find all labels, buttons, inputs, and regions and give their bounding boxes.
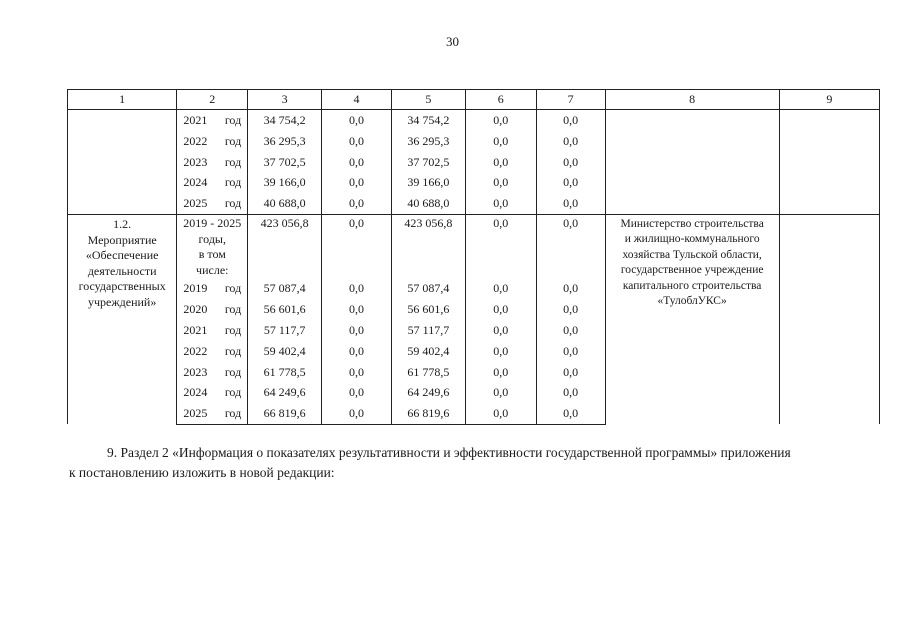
measure-cell: 1.2. Мероприятие «Обеспечение деятельности государственных учреждений» <box>68 214 177 424</box>
local-cell: 0,0 <box>465 362 536 383</box>
other-cell: 0,0 <box>536 403 605 424</box>
year-cell: 2025 год <box>177 403 248 424</box>
year-cell: 2023 год <box>177 362 248 383</box>
year-cell: 2021 год <box>177 110 248 131</box>
header-cell: 2 <box>177 90 248 110</box>
federal-cell: 0,0 <box>322 152 392 173</box>
total-cell: 40 688,0 <box>248 193 322 214</box>
header-cell: 6 <box>465 90 536 110</box>
federal-cell: 0,0 <box>322 172 392 193</box>
other-cell: 0,0 <box>536 299 605 320</box>
federal-cell: 0,0 <box>322 278 392 299</box>
federal-cell: 0,0 <box>322 403 392 424</box>
total-cell: 34 754,2 <box>248 110 322 131</box>
other-cell: 0,0 <box>536 152 605 173</box>
local-cell: 0,0 <box>465 214 536 278</box>
regional-cell: 59 402,4 <box>391 341 465 362</box>
year-cell: 2022 год <box>177 131 248 152</box>
header-cell: 1 <box>68 90 177 110</box>
year-cell: 2025 год <box>177 193 248 214</box>
total-cell: 57 117,7 <box>248 320 322 341</box>
federal-cell: 0,0 <box>322 362 392 383</box>
table-row-summary <box>68 214 880 278</box>
federal-cell: 0,0 <box>322 320 392 341</box>
local-cell: 0,0 <box>465 320 536 341</box>
total-cell: 59 402,4 <box>248 341 322 362</box>
year-cell: 2021 год <box>177 320 248 341</box>
budget-table <box>67 89 880 425</box>
other-cell: 0,0 <box>536 214 605 278</box>
period-cell: 2019 - 2025 годы, в том числе: <box>177 214 248 278</box>
header-cell: 3 <box>248 90 322 110</box>
regional-cell: 64 249,6 <box>391 382 465 403</box>
paragraph-line: к постановлению изложить в новой редакции: <box>69 465 335 480</box>
executor-cell: Министерство строительства и жилищно-коммунального хозяйства Тульской области, государственное учреждение капитального строительства «ТулоблУКС» <box>605 214 779 424</box>
header-cell: 9 <box>779 90 879 110</box>
local-cell: 0,0 <box>465 152 536 173</box>
total-cell: 37 702,5 <box>248 152 322 173</box>
table-row <box>68 110 880 131</box>
other-cell: 0,0 <box>536 278 605 299</box>
empty-measure-cell <box>68 110 177 215</box>
table-header-row <box>68 90 880 110</box>
total-cell: 61 778,5 <box>248 362 322 383</box>
regional-cell: 66 819,6 <box>391 403 465 424</box>
local-cell: 0,0 <box>465 382 536 403</box>
local-cell: 0,0 <box>465 172 536 193</box>
paragraph-line: 9. Раздел 2 «Информация о показателях результативности и эффективности государственной программы» приложения <box>107 445 791 460</box>
federal-cell: 0,0 <box>322 341 392 362</box>
other-cell: 0,0 <box>536 382 605 403</box>
year-cell: 2019 год <box>177 278 248 299</box>
other-cell: 0,0 <box>536 362 605 383</box>
local-cell: 0,0 <box>465 299 536 320</box>
year-cell: 2020 год <box>177 299 248 320</box>
local-cell: 0,0 <box>465 403 536 424</box>
federal-cell: 0,0 <box>322 382 392 403</box>
regional-cell: 34 754,2 <box>391 110 465 131</box>
regional-cell: 57 117,7 <box>391 320 465 341</box>
federal-cell: 0,0 <box>322 299 392 320</box>
local-cell: 0,0 <box>465 131 536 152</box>
other-cell: 0,0 <box>536 172 605 193</box>
local-cell: 0,0 <box>465 193 536 214</box>
regional-cell: 57 087,4 <box>391 278 465 299</box>
local-cell: 0,0 <box>465 341 536 362</box>
year-cell: 2024 год <box>177 172 248 193</box>
year-cell: 2023 год <box>177 152 248 173</box>
other-cell: 0,0 <box>536 131 605 152</box>
federal-cell: 0,0 <box>322 214 392 278</box>
year-cell: 2022 год <box>177 341 248 362</box>
federal-cell: 0,0 <box>322 193 392 214</box>
local-cell: 0,0 <box>465 278 536 299</box>
page-number: 30 <box>446 34 459 49</box>
total-cell: 64 249,6 <box>248 382 322 403</box>
total-cell: 57 087,4 <box>248 278 322 299</box>
col9-cell-empty <box>779 110 879 215</box>
regional-cell: 37 702,5 <box>391 152 465 173</box>
federal-cell: 0,0 <box>322 110 392 131</box>
regional-cell: 423 056,8 <box>391 214 465 278</box>
local-cell: 0,0 <box>465 110 536 131</box>
col9-cell-empty <box>779 214 879 424</box>
instruction-paragraph <box>69 443 874 483</box>
federal-cell: 0,0 <box>322 131 392 152</box>
total-cell: 56 601,6 <box>248 299 322 320</box>
header-cell: 7 <box>536 90 605 110</box>
other-cell: 0,0 <box>536 320 605 341</box>
total-cell: 66 819,6 <box>248 403 322 424</box>
other-cell: 0,0 <box>536 110 605 131</box>
total-cell: 36 295,3 <box>248 131 322 152</box>
header-cell: 4 <box>322 90 392 110</box>
regional-cell: 61 778,5 <box>391 362 465 383</box>
regional-cell: 39 166,0 <box>391 172 465 193</box>
year-cell: 2024 год <box>177 382 248 403</box>
executor-cell-empty <box>605 110 779 215</box>
regional-cell: 56 601,6 <box>391 299 465 320</box>
regional-cell: 36 295,3 <box>391 131 465 152</box>
regional-cell: 40 688,0 <box>391 193 465 214</box>
header-cell: 5 <box>391 90 465 110</box>
total-cell: 423 056,8 <box>248 214 322 278</box>
other-cell: 0,0 <box>536 193 605 214</box>
other-cell: 0,0 <box>536 341 605 362</box>
header-cell: 8 <box>605 90 779 110</box>
total-cell: 39 166,0 <box>248 172 322 193</box>
